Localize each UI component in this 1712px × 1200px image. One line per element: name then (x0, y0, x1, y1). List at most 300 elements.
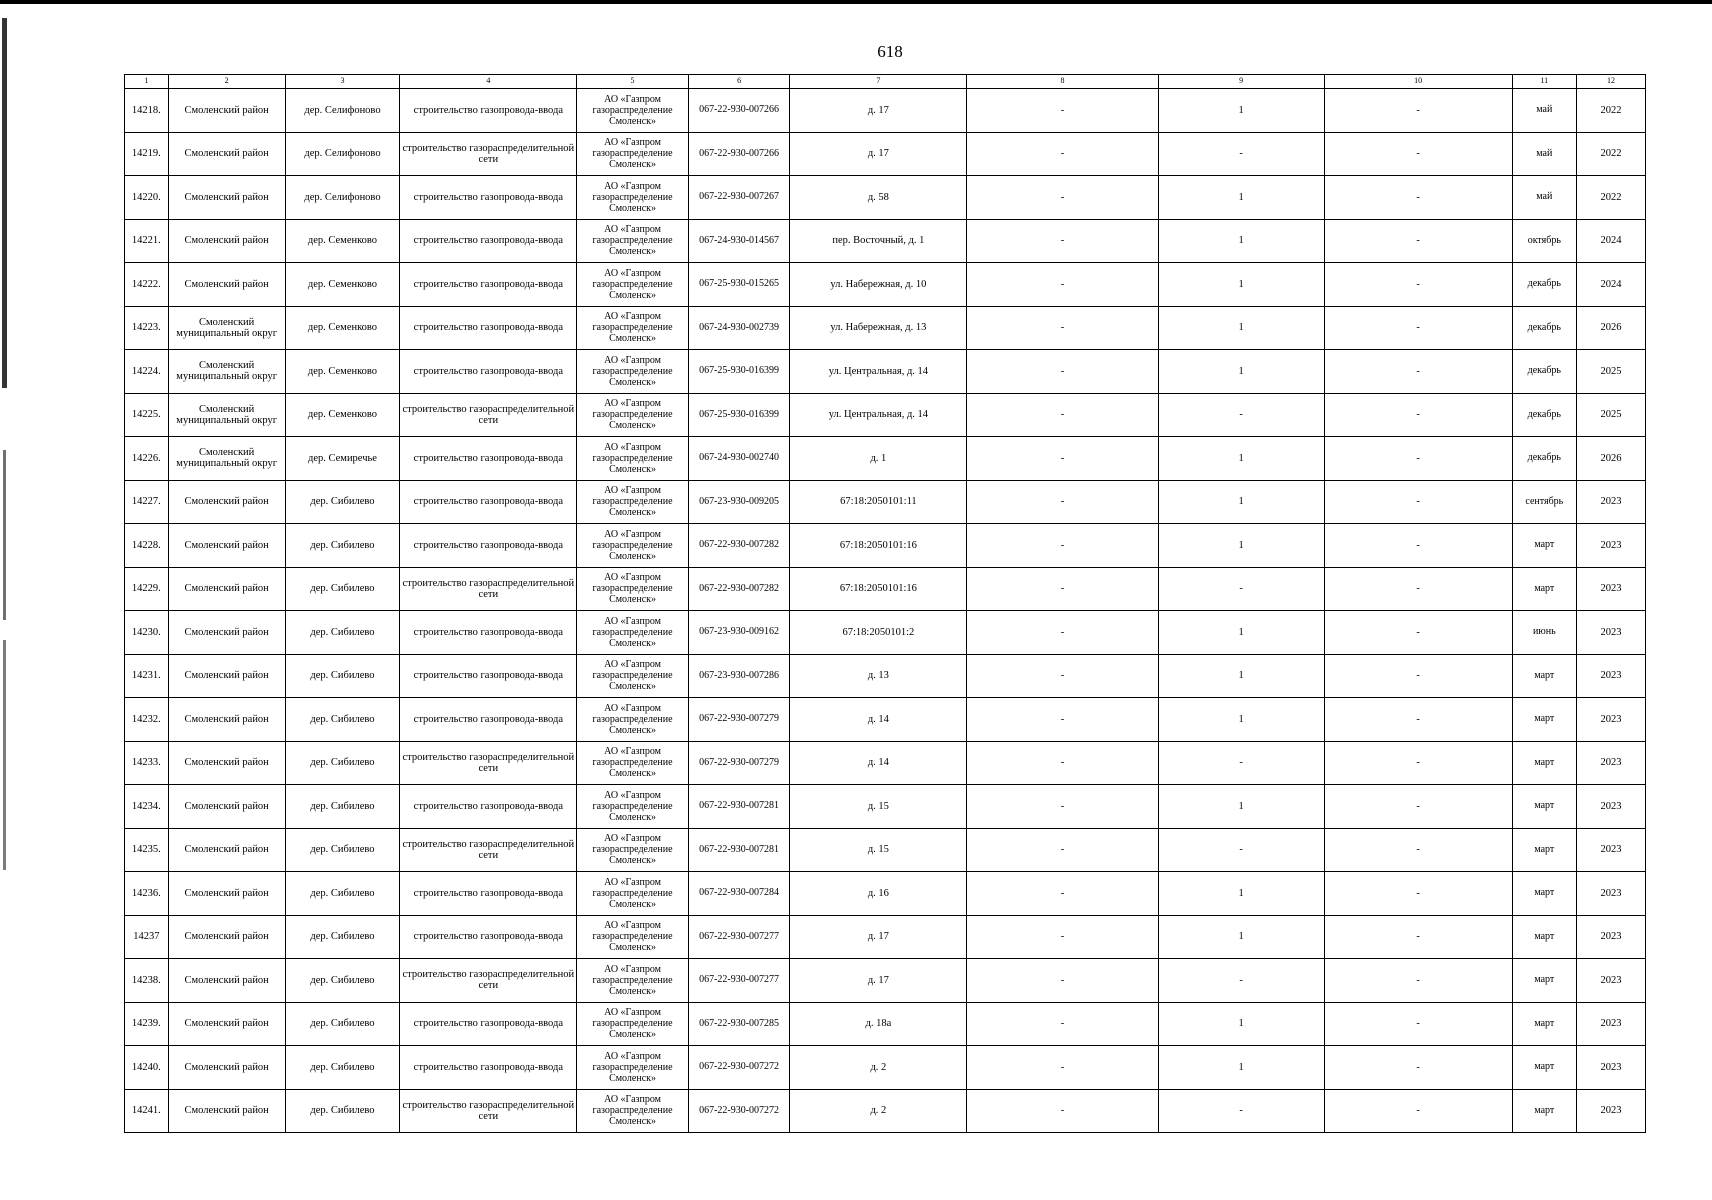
row-number-cell: 14227. (125, 480, 169, 524)
settlement-cell: дер. Семенково (285, 306, 400, 350)
column-number: 7 (790, 75, 967, 89)
settlement-cell: дер. Сибилево (285, 1089, 400, 1133)
address-cell: д. 15 (790, 828, 967, 872)
district-cell: Смоленский район (168, 176, 285, 220)
company-cell: АО «Газпром газораспределение Смоленск» (577, 872, 688, 916)
month-cell: декабрь (1512, 306, 1576, 350)
object-code-cell: 067-22-930-007282 (688, 567, 790, 611)
table-row (125, 654, 1646, 698)
column-10-cell: - (1324, 437, 1512, 481)
settlement-cell: дер. Семенково (285, 263, 400, 307)
column-number: 1 (125, 75, 169, 89)
address-cell: д. 13 (790, 654, 967, 698)
address-cell: д. 17 (790, 915, 967, 959)
column-10-cell: - (1324, 393, 1512, 437)
scan-left-edge (3, 450, 6, 620)
work-type-cell: строительство газопровода-ввода (400, 89, 577, 133)
district-cell: Смоленский муниципальный округ (168, 350, 285, 394)
month-cell: март (1512, 654, 1576, 698)
scan-left-edge (2, 18, 7, 388)
month-cell: март (1512, 1089, 1576, 1133)
column-9-cell: - (1158, 567, 1324, 611)
row-number-cell: 14233. (125, 741, 169, 785)
row-number-cell: 14220. (125, 176, 169, 220)
month-cell: май (1512, 176, 1576, 220)
column-8-cell: - (967, 524, 1158, 568)
column-10-cell: - (1324, 872, 1512, 916)
month-cell: май (1512, 132, 1576, 176)
settlement-cell: дер. Сибилево (285, 741, 400, 785)
month-cell: декабрь (1512, 263, 1576, 307)
row-number-cell: 14223. (125, 306, 169, 350)
company-cell: АО «Газпром газораспределение Смоленск» (577, 437, 688, 481)
column-number: 5 (577, 75, 688, 89)
column-number: 9 (1158, 75, 1324, 89)
row-number-cell: 14240. (125, 1046, 169, 1090)
district-cell: Смоленский район (168, 741, 285, 785)
settlement-cell: дер. Сибилево (285, 828, 400, 872)
column-10-cell: - (1324, 89, 1512, 133)
column-number: 2 (168, 75, 285, 89)
address-cell: 67:18:2050101:16 (790, 524, 967, 568)
row-number-cell: 14226. (125, 437, 169, 481)
year-cell: 2023 (1577, 785, 1646, 829)
row-number-cell: 14231. (125, 654, 169, 698)
column-8-cell: - (967, 698, 1158, 742)
column-9-cell: 1 (1158, 263, 1324, 307)
year-cell: 2023 (1577, 567, 1646, 611)
column-9-cell: 1 (1158, 306, 1324, 350)
work-type-cell: строительство газопровода-ввода (400, 872, 577, 916)
object-code-cell: 067-23-930-009162 (688, 611, 790, 655)
object-code-cell: 067-22-930-007277 (688, 959, 790, 1003)
work-type-cell: строительство газопровода-ввода (400, 350, 577, 394)
work-type-cell: строительство газораспределительной сети (400, 741, 577, 785)
column-9-cell: 1 (1158, 1002, 1324, 1046)
object-code-cell: 067-24-930-002740 (688, 437, 790, 481)
table-row (125, 524, 1646, 568)
column-9-cell: 1 (1158, 611, 1324, 655)
year-cell: 2023 (1577, 480, 1646, 524)
table-row (125, 89, 1646, 133)
column-10-cell: - (1324, 1046, 1512, 1090)
month-cell: май (1512, 89, 1576, 133)
year-cell: 2023 (1577, 828, 1646, 872)
month-cell: март (1512, 959, 1576, 1003)
company-cell: АО «Газпром газораспределение Смоленск» (577, 959, 688, 1003)
company-cell: АО «Газпром газораспределение Смоленск» (577, 611, 688, 655)
column-9-cell: 1 (1158, 785, 1324, 829)
year-cell: 2023 (1577, 1046, 1646, 1090)
column-10-cell: - (1324, 480, 1512, 524)
company-cell: АО «Газпром газораспределение Смоленск» (577, 263, 688, 307)
column-10-cell: - (1324, 1002, 1512, 1046)
column-9-cell: 1 (1158, 698, 1324, 742)
district-cell: Смоленский муниципальный округ (168, 393, 285, 437)
address-cell: ул. Центральная, д. 14 (790, 350, 967, 394)
column-9-cell: 1 (1158, 89, 1324, 133)
work-type-cell: строительство газопровода-ввода (400, 437, 577, 481)
settlement-cell: дер. Селифоново (285, 176, 400, 220)
column-8-cell: - (967, 785, 1158, 829)
district-cell: Смоленский район (168, 1046, 285, 1090)
column-8-cell: - (967, 480, 1158, 524)
month-cell: март (1512, 872, 1576, 916)
register-table-body (125, 89, 1646, 1133)
settlement-cell: дер. Сибилево (285, 872, 400, 916)
column-9-cell: 1 (1158, 915, 1324, 959)
object-code-cell: 067-25-930-015265 (688, 263, 790, 307)
month-cell: июнь (1512, 611, 1576, 655)
column-8-cell: - (967, 132, 1158, 176)
address-cell: д. 2 (790, 1046, 967, 1090)
object-code-cell: 067-22-930-007277 (688, 915, 790, 959)
company-cell: АО «Газпром газораспределение Смоленск» (577, 350, 688, 394)
object-code-cell: 067-22-930-007279 (688, 741, 790, 785)
work-type-cell: строительство газопровода-ввода (400, 1002, 577, 1046)
year-cell: 2022 (1577, 132, 1646, 176)
object-code-cell: 067-22-930-007281 (688, 785, 790, 829)
column-8-cell: - (967, 306, 1158, 350)
row-number-cell: 14241. (125, 1089, 169, 1133)
column-8-cell: - (967, 89, 1158, 133)
settlement-cell: дер. Семенково (285, 219, 400, 263)
row-number-cell: 14222. (125, 263, 169, 307)
company-cell: АО «Газпром газораспределение Смоленск» (577, 219, 688, 263)
district-cell: Смоленский муниципальный округ (168, 306, 285, 350)
table-row (125, 306, 1646, 350)
table-row (125, 872, 1646, 916)
address-cell: пер. Восточный, д. 1 (790, 219, 967, 263)
object-code-cell: 067-22-930-007267 (688, 176, 790, 220)
scan-left-edge (3, 640, 6, 870)
column-number: 8 (967, 75, 1158, 89)
district-cell: Смоленский район (168, 959, 285, 1003)
column-9-cell: - (1158, 828, 1324, 872)
work-type-cell: строительство газопровода-ввода (400, 263, 577, 307)
work-type-cell: строительство газораспределительной сети (400, 393, 577, 437)
object-code-cell: 067-25-930-016399 (688, 393, 790, 437)
year-cell: 2023 (1577, 872, 1646, 916)
company-cell: АО «Газпром газораспределение Смоленск» (577, 1002, 688, 1046)
address-cell: д. 17 (790, 959, 967, 1003)
column-10-cell: - (1324, 350, 1512, 394)
table-row (125, 567, 1646, 611)
settlement-cell: дер. Сибилево (285, 915, 400, 959)
column-9-cell: - (1158, 741, 1324, 785)
row-number-cell: 14238. (125, 959, 169, 1003)
column-9-cell: 1 (1158, 480, 1324, 524)
table-row (125, 1046, 1646, 1090)
address-cell: д. 14 (790, 741, 967, 785)
work-type-cell: строительство газопровода-ввода (400, 176, 577, 220)
district-cell: Смоленский район (168, 567, 285, 611)
object-code-cell: 067-22-930-007272 (688, 1089, 790, 1133)
district-cell: Смоленский район (168, 480, 285, 524)
company-cell: АО «Газпром газораспределение Смоленск» (577, 915, 688, 959)
address-cell: д. 18а (790, 1002, 967, 1046)
row-number-cell: 14235. (125, 828, 169, 872)
district-cell: Смоленский район (168, 132, 285, 176)
column-9-cell: - (1158, 393, 1324, 437)
address-cell: д. 1 (790, 437, 967, 481)
settlement-cell: дер. Сибилево (285, 524, 400, 568)
row-number-cell: 14230. (125, 611, 169, 655)
row-number-cell: 14225. (125, 393, 169, 437)
year-cell: 2026 (1577, 306, 1646, 350)
settlement-cell: дер. Сибилево (285, 611, 400, 655)
column-9-cell: 1 (1158, 219, 1324, 263)
address-cell: ул. Центральная, д. 14 (790, 393, 967, 437)
object-code-cell: 067-22-930-007285 (688, 1002, 790, 1046)
column-8-cell: - (967, 567, 1158, 611)
address-cell: ул. Набережная, д. 10 (790, 263, 967, 307)
district-cell: Смоленский район (168, 698, 285, 742)
work-type-cell: строительство газораспределительной сети (400, 828, 577, 872)
district-cell: Смоленский район (168, 872, 285, 916)
table-row (125, 437, 1646, 481)
table-row (125, 915, 1646, 959)
year-cell: 2023 (1577, 1002, 1646, 1046)
column-9-cell: 1 (1158, 350, 1324, 394)
company-cell: АО «Газпром газораспределение Смоленск» (577, 1046, 688, 1090)
column-number: 4 (400, 75, 577, 89)
year-cell: 2025 (1577, 393, 1646, 437)
company-cell: АО «Газпром газораспределение Смоленск» (577, 1089, 688, 1133)
district-cell: Смоленский район (168, 219, 285, 263)
column-8-cell: - (967, 350, 1158, 394)
address-cell: д. 2 (790, 1089, 967, 1133)
district-cell: Смоленский район (168, 785, 285, 829)
address-cell: ул. Набережная, д. 13 (790, 306, 967, 350)
settlement-cell: дер. Селифоново (285, 132, 400, 176)
district-cell: Смоленский район (168, 524, 285, 568)
column-number: 11 (1512, 75, 1576, 89)
table-row (125, 741, 1646, 785)
row-number-cell: 14221. (125, 219, 169, 263)
column-number: 3 (285, 75, 400, 89)
settlement-cell: дер. Сибилево (285, 785, 400, 829)
column-8-cell: - (967, 741, 1158, 785)
column-10-cell: - (1324, 785, 1512, 829)
column-number: 6 (688, 75, 790, 89)
row-number-cell: 14228. (125, 524, 169, 568)
month-cell: март (1512, 1046, 1576, 1090)
table-row (125, 611, 1646, 655)
column-9-cell: 1 (1158, 872, 1324, 916)
scan-top-border (0, 0, 1712, 4)
district-cell: Смоленский район (168, 915, 285, 959)
address-cell: д. 17 (790, 132, 967, 176)
column-10-cell: - (1324, 219, 1512, 263)
row-number-cell: 14232. (125, 698, 169, 742)
address-cell: д. 14 (790, 698, 967, 742)
district-cell: Смоленский район (168, 611, 285, 655)
settlement-cell: дер. Сибилево (285, 698, 400, 742)
year-cell: 2023 (1577, 654, 1646, 698)
register-table (124, 74, 1646, 1133)
row-number-cell: 14219. (125, 132, 169, 176)
company-cell: АО «Газпром газораспределение Смоленск» (577, 567, 688, 611)
year-cell: 2026 (1577, 437, 1646, 481)
column-8-cell: - (967, 393, 1158, 437)
settlement-cell: дер. Семиречье (285, 437, 400, 481)
settlement-cell: дер. Сибилево (285, 959, 400, 1003)
district-cell: Смоленский район (168, 654, 285, 698)
table-row (125, 1089, 1646, 1133)
settlement-cell: дер. Селифоново (285, 89, 400, 133)
column-10-cell: - (1324, 567, 1512, 611)
column-8-cell: - (967, 872, 1158, 916)
column-10-cell: - (1324, 741, 1512, 785)
settlement-cell: дер. Сибилево (285, 480, 400, 524)
column-9-cell: - (1158, 132, 1324, 176)
month-cell: март (1512, 785, 1576, 829)
column-10-cell: - (1324, 524, 1512, 568)
district-cell: Смоленский муниципальный округ (168, 437, 285, 481)
work-type-cell: строительство газопровода-ввода (400, 654, 577, 698)
year-cell: 2023 (1577, 611, 1646, 655)
address-cell: д. 15 (790, 785, 967, 829)
month-cell: декабрь (1512, 437, 1576, 481)
object-code-cell: 067-25-930-016399 (688, 350, 790, 394)
month-cell: сентябрь (1512, 480, 1576, 524)
company-cell: АО «Газпром газораспределение Смоленск» (577, 393, 688, 437)
year-cell: 2023 (1577, 915, 1646, 959)
settlement-cell: дер. Сибилево (285, 567, 400, 611)
work-type-cell: строительство газопровода-ввода (400, 785, 577, 829)
column-9-cell: 1 (1158, 524, 1324, 568)
table-row (125, 393, 1646, 437)
row-number-cell: 14218. (125, 89, 169, 133)
object-code-cell: 067-22-930-007281 (688, 828, 790, 872)
table-row (125, 828, 1646, 872)
table-row (125, 263, 1646, 307)
work-type-cell: строительство газопровода-ввода (400, 698, 577, 742)
year-cell: 2022 (1577, 176, 1646, 220)
company-cell: АО «Газпром газораспределение Смоленск» (577, 132, 688, 176)
work-type-cell: строительство газопровода-ввода (400, 219, 577, 263)
company-cell: АО «Газпром газораспределение Смоленск» (577, 828, 688, 872)
company-cell: АО «Газпром газораспределение Смоленск» (577, 480, 688, 524)
company-cell: АО «Газпром газораспределение Смоленск» (577, 741, 688, 785)
work-type-cell: строительство газопровода-ввода (400, 1046, 577, 1090)
address-cell: 67:18:2050101:16 (790, 567, 967, 611)
object-code-cell: 067-22-930-007266 (688, 89, 790, 133)
district-cell: Смоленский район (168, 828, 285, 872)
work-type-cell: строительство газопровода-ввода (400, 524, 577, 568)
district-cell: Смоленский район (168, 1002, 285, 1046)
column-10-cell: - (1324, 611, 1512, 655)
column-number: 12 (1577, 75, 1646, 89)
address-cell: д. 16 (790, 872, 967, 916)
object-code-cell: 067-22-930-007272 (688, 1046, 790, 1090)
month-cell: март (1512, 1002, 1576, 1046)
year-cell: 2023 (1577, 1089, 1646, 1133)
table-row (125, 176, 1646, 220)
row-number-cell: 14239. (125, 1002, 169, 1046)
work-type-cell: строительство газораспределительной сети (400, 959, 577, 1003)
column-10-cell: - (1324, 132, 1512, 176)
address-cell: 67:18:2050101:11 (790, 480, 967, 524)
object-code-cell: 067-24-930-002739 (688, 306, 790, 350)
column-8-cell: - (967, 176, 1158, 220)
object-code-cell: 067-23-930-007286 (688, 654, 790, 698)
object-code-cell: 067-22-930-007266 (688, 132, 790, 176)
column-8-cell: - (967, 959, 1158, 1003)
work-type-cell: строительство газопровода-ввода (400, 480, 577, 524)
company-cell: АО «Газпром газораспределение Смоленск» (577, 89, 688, 133)
column-8-cell: - (967, 828, 1158, 872)
column-10-cell: - (1324, 176, 1512, 220)
column-8-cell: - (967, 219, 1158, 263)
column-9-cell: 1 (1158, 437, 1324, 481)
district-cell: Смоленский район (168, 89, 285, 133)
settlement-cell: дер. Сибилево (285, 654, 400, 698)
month-cell: март (1512, 828, 1576, 872)
column-8-cell: - (967, 1002, 1158, 1046)
table-row (125, 480, 1646, 524)
year-cell: 2023 (1577, 741, 1646, 785)
company-cell: АО «Газпром газораспределение Смоленск» (577, 524, 688, 568)
column-10-cell: - (1324, 915, 1512, 959)
row-number-cell: 14236. (125, 872, 169, 916)
column-10-cell: - (1324, 698, 1512, 742)
month-cell: март (1512, 915, 1576, 959)
year-cell: 2023 (1577, 959, 1646, 1003)
settlement-cell: дер. Сибилево (285, 1002, 400, 1046)
column-9-cell: 1 (1158, 176, 1324, 220)
work-type-cell: строительство газораспределительной сети (400, 132, 577, 176)
table-row (125, 1002, 1646, 1046)
column-8-cell: - (967, 437, 1158, 481)
row-number-cell: 14234. (125, 785, 169, 829)
district-cell: Смоленский район (168, 263, 285, 307)
column-10-cell: - (1324, 654, 1512, 698)
column-10-cell: - (1324, 1089, 1512, 1133)
row-number-cell: 14229. (125, 567, 169, 611)
month-cell: март (1512, 567, 1576, 611)
column-8-cell: - (967, 1089, 1158, 1133)
company-cell: АО «Газпром газораспределение Смоленск» (577, 785, 688, 829)
company-cell: АО «Газпром газораспределение Смоленск» (577, 654, 688, 698)
column-10-cell: - (1324, 828, 1512, 872)
object-code-cell: 067-22-930-007279 (688, 698, 790, 742)
address-cell: 67:18:2050101:2 (790, 611, 967, 655)
year-cell: 2023 (1577, 698, 1646, 742)
object-code-cell: 067-24-930-014567 (688, 219, 790, 263)
table-row (125, 350, 1646, 394)
row-number-cell: 14237 (125, 915, 169, 959)
company-cell: АО «Газпром газораспределение Смоленск» (577, 176, 688, 220)
month-cell: декабрь (1512, 393, 1576, 437)
column-9-cell: - (1158, 959, 1324, 1003)
address-cell: д. 17 (790, 89, 967, 133)
month-cell: октябрь (1512, 219, 1576, 263)
column-number: 10 (1324, 75, 1512, 89)
work-type-cell: строительство газопровода-ввода (400, 611, 577, 655)
year-cell: 2025 (1577, 350, 1646, 394)
column-8-cell: - (967, 263, 1158, 307)
work-type-cell: строительство газопровода-ввода (400, 915, 577, 959)
month-cell: март (1512, 741, 1576, 785)
year-cell: 2022 (1577, 89, 1646, 133)
work-type-cell: строительство газораспределительной сети (400, 1089, 577, 1133)
year-cell: 2024 (1577, 263, 1646, 307)
object-code-cell: 067-23-930-009205 (688, 480, 790, 524)
column-10-cell: - (1324, 263, 1512, 307)
object-code-cell: 067-22-930-007282 (688, 524, 790, 568)
